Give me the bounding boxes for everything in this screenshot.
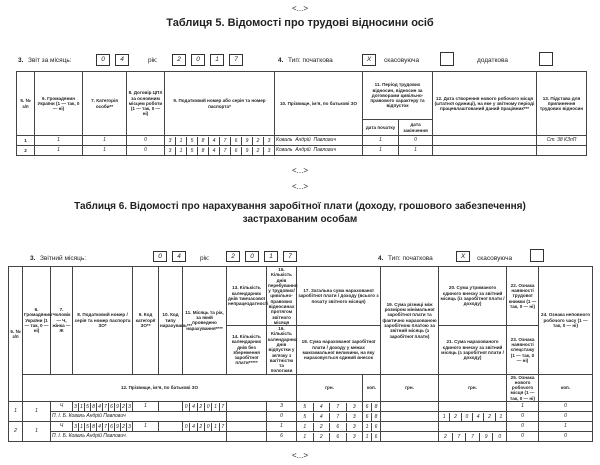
t6-year-label: рік:	[200, 255, 210, 262]
t6-h-kop: коп.	[363, 374, 381, 401]
t6-month-digit-2[interactable]: 4	[172, 251, 186, 262]
digit: 7	[466, 433, 480, 441]
digit: 3	[128, 423, 131, 430]
table-row	[9, 422, 593, 432]
t5-year-label: рік:	[148, 57, 158, 64]
t6-h-22: 22. Ознака наявності трудової книжки (1 — так, 0 — ні)	[507, 267, 539, 326]
digit: 7	[220, 137, 231, 145]
table5-title: Таблиця 5. Відомості про трудові відносини осіб	[166, 17, 434, 29]
t6-h-12: 12. Прізвище, ім'я, по батькові ЗО	[23, 374, 297, 401]
t6-r1-fio: П. І. Б. Коваль Андрій Павлович	[51, 412, 227, 422]
digit: 7	[330, 413, 347, 421]
t6-r2-sum19	[381, 422, 439, 432]
digit: 7	[453, 433, 467, 441]
digit: 9	[115, 403, 121, 411]
surname: Коваль	[276, 136, 293, 143]
t6-h-16: 16. Кількість календарних днів відпустки у зв'язку з вагітністю та пологами	[268, 326, 298, 374]
digit: 1	[212, 423, 219, 431]
t5-year-digit-4[interactable]: 7	[229, 54, 243, 66]
t5-h-newplace: 12. Дата створення нового робочого місця (штатної одиниці), на яке у звітному періоді працевлаштований даний працівник***	[433, 72, 537, 136]
digit: 2	[314, 433, 331, 441]
t5-h-cphx: 8. Договір ЦПХ за основним місцем роботи (1 — так, 0 — ні)	[127, 72, 165, 136]
t5-cancel-label: скасовуюча	[384, 57, 420, 64]
t6-h-15: 15. Кількість днів перебування у трудових/цивільно-правових відносинах протягом звітного місяця	[268, 267, 298, 325]
t5-h-fullname: 10. Прізвище, ім'я, по батькові ЗО	[275, 72, 363, 136]
t6-r2-empty	[381, 432, 439, 442]
table6	[8, 266, 593, 442]
t6-h-taxid: 8. Податковий номер / серія та номер паспорта ЗО*	[73, 267, 133, 375]
digit: 4	[97, 423, 103, 431]
ellipsis-mid-2: <...>	[291, 182, 308, 191]
t5-h-number: 5. № з/п	[17, 72, 35, 136]
digit: 2	[253, 147, 264, 155]
t6-month-label: Звітний місяць:	[40, 255, 87, 262]
t6-r1-d16: 0	[267, 412, 297, 422]
digit: 4	[209, 137, 220, 145]
digit: 4	[473, 413, 484, 421]
t5-h-category: 7. Категорія особи**	[83, 72, 127, 136]
t6-r2-sum17-kop	[363, 422, 381, 432]
t6-h-type: 10. Код типу нарахувань***	[159, 267, 183, 375]
table5	[16, 71, 587, 156]
digit: 8	[374, 403, 378, 410]
t6-r1-f24: 0	[539, 402, 593, 412]
t5-month-label: Звіт за місяць:	[28, 57, 72, 64]
t5-r2-cphx: 0	[127, 146, 165, 156]
t6-h-citizen: 6. Громадянин України (1 — так, 0 — ні)	[23, 267, 51, 375]
digit: 4	[97, 403, 103, 411]
t5-r1-end: 0	[399, 136, 433, 146]
digit: 5	[85, 403, 91, 411]
digit: 8	[198, 137, 209, 145]
digit: 6	[374, 423, 378, 430]
t6-h-14: 14. Кількість календарних днів без збереження заробітної плати*****	[227, 326, 267, 375]
digit: 7	[103, 403, 109, 411]
digit: 0	[462, 413, 473, 421]
digit: 2	[439, 433, 453, 441]
t6-num3: 3.	[30, 255, 36, 262]
t5-r1-reason: Ст. 38 КЗпП	[537, 136, 587, 146]
t5-type-label: Тип: початкова	[288, 57, 333, 64]
t5-r1-fullname	[275, 136, 363, 146]
t6-r1-d14	[227, 412, 267, 422]
digit: 8	[91, 423, 97, 431]
digit: 2	[121, 403, 127, 411]
t6-r2-f24: 1	[539, 422, 593, 432]
t5-r2-end: 1	[399, 146, 433, 156]
table6-title-line1: Таблиця 6. Відомості про нарахування заробітної плати (доходу, грошового забезпечення)	[74, 201, 526, 212]
t6-r2-d13	[227, 422, 267, 432]
digit: 7	[221, 423, 225, 430]
digit: 7	[330, 403, 347, 411]
digit: 1	[176, 137, 187, 145]
digit: 4	[190, 403, 197, 411]
digit: 6	[330, 433, 347, 441]
t6-type-initial-checkbox[interactable]: X	[456, 251, 470, 262]
digit: 5	[297, 413, 314, 421]
digit: 7	[103, 423, 109, 431]
digit: 6	[231, 147, 242, 155]
t6-r1-sex: Ч	[51, 402, 73, 412]
t5-r2-n: 2	[17, 146, 35, 156]
digit: 5	[85, 423, 91, 431]
t5-r2-citizen: 1	[35, 146, 83, 156]
t6-r1-sum17	[297, 402, 363, 412]
t6-type-label: Тип: початкова	[388, 255, 433, 262]
t5-r1-cphx: 0	[127, 136, 165, 146]
digit: 2	[253, 137, 264, 145]
t6-r1-n: 1	[9, 402, 23, 422]
digit: 0	[183, 423, 190, 431]
t6-h-number: 5. № з/п	[9, 267, 23, 402]
patronymic: Павлович	[313, 136, 336, 143]
table-row	[9, 402, 593, 412]
t5-month-digit-2[interactable]: 4	[115, 54, 129, 66]
t6-r2-d15: 1	[267, 422, 297, 432]
first-name: Андрій	[295, 146, 311, 153]
t6-year-digit-1[interactable]: 2	[226, 251, 240, 262]
digit: 5	[187, 147, 198, 155]
t5-year-digit-2[interactable]: 0	[191, 54, 205, 66]
digit: 3	[128, 403, 131, 410]
digit: 3	[352, 413, 356, 420]
table-row	[9, 412, 593, 422]
t6-r2-type	[159, 422, 183, 432]
first-name: Андрій	[295, 136, 311, 143]
t6-year-digit-2[interactable]: 0	[245, 251, 259, 262]
t6-r1-type	[159, 402, 183, 412]
t6-h-20: 20. Сума утриманого єдиного внеску за звітний місяць (із заробітної плати / доходу)	[439, 267, 507, 326]
digit: 3	[352, 433, 356, 440]
digit: 1	[363, 433, 372, 441]
patronymic: Павлович	[313, 146, 336, 153]
digit: 1	[297, 423, 314, 431]
table6-title-line2: застрахованим особам	[242, 214, 358, 225]
digit: 6	[330, 423, 347, 431]
t6-r2-sum20	[439, 422, 507, 432]
digit: 3	[267, 147, 271, 154]
t5-additional-checkbox[interactable]	[539, 52, 553, 66]
t5-h-citizen: 6. Громадянин України (1 — так, 0 — ні)	[35, 72, 83, 136]
t6-r2-sex: Ч	[51, 422, 73, 432]
digit: 9	[480, 433, 494, 441]
digit: 2	[450, 413, 461, 421]
t5-num4: 4.	[278, 57, 284, 64]
t5-r2-category: 1	[83, 146, 127, 156]
t6-r1-sum21	[439, 412, 507, 422]
digit: 6	[363, 403, 372, 411]
t6-r1-sum17-kop	[363, 402, 381, 412]
t6-r2-citizen: 1	[23, 422, 51, 442]
t6-r1-cat: 1	[133, 402, 159, 412]
t5-h-period: 11. Період трудових відносин, відносин за договорами цивільно-правового характеру та відпусток	[363, 72, 433, 120]
t6-h-13: 13. Кількість календарних днів тимчасової непрацездатності	[227, 267, 267, 326]
digit: 6	[109, 403, 115, 411]
t6-r1-monthyear	[183, 402, 227, 412]
t6-r1-f22: 1	[507, 402, 539, 412]
digit: 9	[242, 137, 253, 145]
t6-r1-sum20	[439, 402, 507, 412]
t5-h-end: дата закінчення	[399, 120, 433, 136]
t5-r1-taxid	[165, 136, 275, 146]
t6-r1-d15: 3	[267, 402, 297, 412]
digit: 3	[165, 147, 176, 155]
t6-r1-taxid	[73, 402, 133, 412]
digit: 4	[314, 413, 331, 421]
digit: 1	[363, 423, 372, 431]
digit: 2	[484, 413, 495, 421]
digit: 9	[242, 147, 253, 155]
digit: 2	[198, 423, 205, 431]
t5-cancel-checkbox[interactable]	[440, 52, 454, 66]
digit: 6	[109, 423, 115, 431]
digit: 3	[73, 423, 79, 431]
t6-h-21: 21. Сума нарахованого єдиного внеску за звітний місяць (з заробітної плати / доходу)	[439, 326, 507, 375]
ellipsis-mid-1: <...>	[291, 166, 308, 175]
digit: 8	[374, 413, 378, 420]
digit: 1	[176, 147, 187, 155]
t5-additional-label: додаткова	[477, 57, 509, 64]
table-row	[9, 432, 593, 442]
digit: 3	[352, 403, 356, 410]
t6-r2-d14	[227, 432, 267, 442]
t6-r1-d13	[227, 402, 267, 412]
t6-num4: 4.	[378, 255, 384, 262]
t6-h-17: 17. Загальна сума нарахованої заробітної плати / доходу (всього з почату звітного місяця)	[297, 267, 381, 326]
digit: 3	[165, 137, 176, 145]
digit: 1	[499, 413, 503, 420]
t6-h-24: 24. Ознака неповного робочого часу (1 — так, 0 — ні)	[539, 267, 593, 375]
t6-r2-sum18	[297, 432, 363, 442]
t6-r2-sum17	[297, 422, 363, 432]
t6-r1-citizen: 1	[23, 402, 51, 422]
t6-r1-empty	[381, 412, 439, 422]
t6-r1-sum18-kop	[363, 412, 381, 422]
t6-h-sex: 7. Чоловік — Ч, жінка — Ж	[51, 267, 73, 375]
digit: 7	[220, 147, 231, 155]
t6-year-digit-4[interactable]: 7	[283, 251, 297, 262]
digit: 3	[352, 423, 356, 430]
t6-month-digit-1[interactable]: 0	[153, 251, 167, 262]
t6-cancel-label: скасовуюча	[477, 255, 513, 262]
t6-r2-n: 2	[9, 422, 23, 442]
t6-cancel-checkbox[interactable]	[530, 249, 544, 262]
table-row	[17, 146, 587, 156]
t5-h-reason: 13. Підстава для припинення трудових відносин	[537, 72, 587, 136]
t6-h-monthyear: 11. Місяць та рік, за який проведено нарахування****	[183, 267, 227, 375]
digit: 5	[187, 137, 198, 145]
t6-r2-fio: П. І. Б. Коваль Андрій Павлович	[51, 432, 227, 442]
digit: 8	[91, 403, 97, 411]
digit: 6	[363, 413, 372, 421]
digit: 8	[198, 147, 209, 155]
t5-num3: 3.	[18, 57, 24, 64]
t5-type-initial-checkbox[interactable]: X	[362, 54, 376, 66]
t5-r2-fullname	[275, 146, 363, 156]
t6-h-25: 25. Ознака нового робочого місця (1 — так, 0 — ні)	[507, 374, 539, 401]
digit: 1	[439, 413, 450, 421]
t6-r1-f23: 0	[507, 412, 539, 422]
digit: 4	[190, 423, 197, 431]
ellipsis-bottom: <...>	[291, 451, 308, 460]
t6-r2-f25: 0	[539, 432, 593, 442]
t6-r2-monthyear	[183, 422, 227, 432]
t6-r1-sum18	[297, 412, 363, 422]
digit: 0	[205, 423, 212, 431]
t6-year-digit-3[interactable]: 1	[264, 251, 278, 262]
t5-h-taxid: 9. Податковий номер або серія та номер паспорта*	[165, 72, 275, 136]
digit: 3	[73, 403, 79, 411]
t5-r2-reason	[537, 146, 587, 156]
digit: 7	[221, 403, 225, 410]
digit: 3	[267, 137, 271, 144]
table-row	[17, 136, 587, 146]
t6-r1-f25: 0	[539, 412, 593, 422]
t6-h-18: 18. Сума нарахованої заробітної плати / доходу у межах максимальної величини, на яку нараховується єдиний внесок	[297, 326, 381, 375]
t5-r2-newplace	[433, 146, 537, 156]
t5-h-start: дата початку	[363, 120, 399, 136]
digit: 1	[79, 423, 85, 431]
t6-r1-sum19	[381, 402, 439, 412]
t6-r2-f23: 0	[507, 432, 539, 442]
digit: 0	[205, 403, 212, 411]
t6-r2-sum18-kop	[363, 432, 381, 442]
digit: 5	[297, 403, 314, 411]
t5-r1-citizen: 1	[35, 136, 83, 146]
t6-r2-cat: 1	[133, 422, 159, 432]
t6-r2-d16: 6	[267, 432, 297, 442]
t6-h-23: 23. Ознака наявності спецстажу (1 — так, 0 — ні)	[507, 326, 539, 375]
t5-year-digit-1[interactable]: 2	[172, 54, 186, 66]
digit: 6	[231, 137, 242, 145]
digit: 0	[183, 403, 190, 411]
t5-r2-taxid	[165, 146, 275, 156]
digit: 6	[374, 433, 378, 440]
digit: 2	[198, 403, 205, 411]
t6-r2-taxid	[73, 422, 133, 432]
digit: 2	[314, 423, 331, 431]
digit: 2	[121, 423, 127, 431]
t5-year-digit-3[interactable]: 1	[210, 54, 224, 66]
ellipsis-top: <...>	[291, 4, 308, 13]
t6-h-cat: 9. Код категорії ЗО**	[133, 267, 159, 375]
t6-h-19: 19. Сума різниці між розміром мінімальної заробітної плати та фактично нарахованою заробітною платою за звітний місяць (з заробітної плати)	[381, 267, 439, 375]
t6-r2-sum21	[439, 432, 507, 442]
digit: 4	[314, 403, 331, 411]
t5-month-digit-1[interactable]: 0	[96, 54, 110, 66]
digit: 0	[498, 433, 502, 440]
digit: 1	[79, 403, 85, 411]
t5-r2-start: 1	[363, 146, 399, 156]
surname: Коваль	[276, 146, 293, 153]
t5-r1-n: 1	[17, 136, 35, 146]
t6-h-grn: грн.	[297, 374, 363, 401]
t6-r2-f22: 0	[507, 422, 539, 432]
t6-h-kop2: коп.	[539, 374, 593, 401]
t6-h-20-grn: грн.	[439, 374, 507, 401]
digit: 1	[212, 403, 219, 411]
digit: 1	[297, 433, 314, 441]
t5-r1-start: 1	[363, 136, 399, 146]
t5-r1-category: 1	[83, 136, 127, 146]
t6-h-19-grn: грн.	[381, 374, 439, 401]
digit: 9	[115, 423, 121, 431]
digit: 4	[209, 147, 220, 155]
t5-r1-newplace	[433, 136, 537, 146]
